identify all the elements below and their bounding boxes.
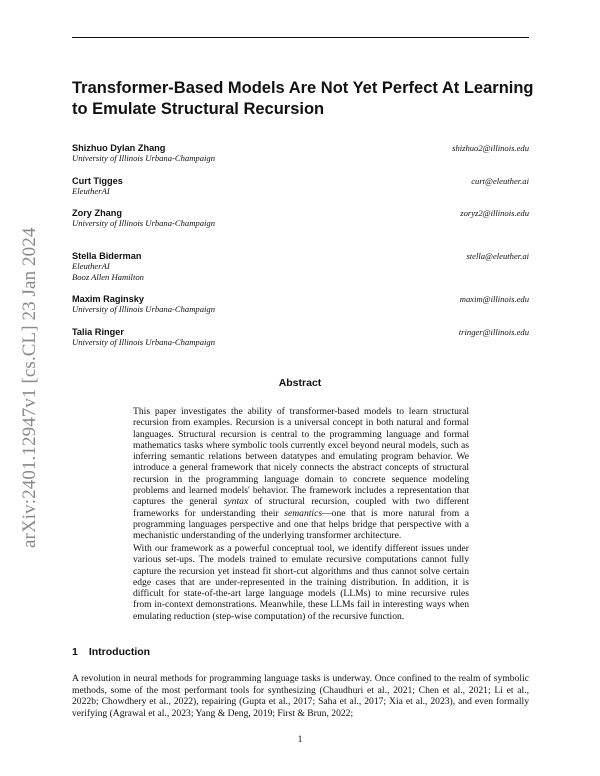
author-email[interactable]: zoryz2@illinois.edu [460,208,529,218]
author-block [72,327,529,348]
author-block [72,176,529,197]
body-paragraph: A revolution in neural methods for programming language tasks is underway. Once confined to the realm of symbolic methods, some of the most performant tools for synthesizing (Chaudhuri et al., 2021; Chen et al., 2021; Li et al., 2022b; Chowdhery et al., 2022), repairing (Gupta et al., 2017; Saha et al., 2017; Xia et al., 2023), and even formally verifying (Agrawal et al., 2023; Yang & Deng, 2019; First & Brun, 2022; [72,673,529,719]
section-heading [72,646,150,658]
top-rule [72,37,529,38]
author-block [72,251,529,283]
author-block [72,294,529,315]
abstract-paragraph: With our framework as a powerful conceptual tool, we identify different issues under various set-ups. The models trained to emulate recursive computations cannot fully capture the recursion yet instead fit short-cut algorithms and thus cannot solve certain edge cases that are under-represented in the training distribution. In addition, it is difficult for state-of-the-art large language models (LLMs) to mine recursive rules from in-context demonstrations. Meanwhile, these LLMs fail in interesting ways when emulating reduction (step-wise computation) of the recursive function. [133,543,469,622]
author-block [72,208,529,229]
author-email[interactable]: maxim@illinois.edu [459,294,529,304]
abstract-heading: Abstract [278,377,322,389]
author-affiliation: University of Illinois Urbana-Champaign [72,218,215,228]
author-block [72,143,529,164]
author-name: Curt Tigges [72,176,123,186]
author-email[interactable]: shizhuo2@illinois.edu [452,143,529,153]
emphasis-syntax: syntax [223,496,249,508]
author-affiliation: Booz Allen Hamilton [72,272,144,282]
author-affiliation: University of Illinois Urbana-Champaign [72,153,215,163]
author-name: Shizhuo Dylan Zhang [72,143,166,153]
author-affiliation: University of Illinois Urbana-Champaign [72,304,215,314]
emphasis-semantics: semantics [284,507,323,519]
section-title: Introduction [88,646,151,658]
author-affiliation: EleutherAI [72,186,110,196]
abstract-paragraph: This paper investigates the ability of transformer-based models to learn structural recursion from examples. Recursion is a universal concept in both natural and formal languages. Structural recursion is central to the programming language and formal mathematics tasks where symbolic tools currently excel beyond neural models, such as inferring semantic relations between datatypes and emulating program behavior. We introduce a general framework that nicely connects the abstract concepts of structural recursion in the programming language domain to concrete sequence modeling problems and learned models' behavior. The framework includes a representation that captures the general syntax of structural recursion, coupled with two different frameworks for understanding their semantics—one that is more natural from a programming languages perspective and one that helps bridge that perspective with a mechanistic understanding of the underlying transformer architecture. [133,406,469,542]
section-number: 1 [72,646,78,658]
arxiv-identifier: arXiv:2401.12947v1 [cs.CL] 23 Jan 2024 [19,227,40,548]
author-name: Stella Biderman [72,251,142,261]
author-affiliation: University of Illinois Urbana-Champaign [72,337,215,347]
author-email[interactable]: tringer@illinois.edu [458,327,529,337]
author-affiliation: EleutherAI [72,261,110,271]
page-number: 1 [297,734,303,745]
paper-title: Transformer-Based Models Are Not Yet Perfect At Learning to Emulate Structural Recursion [72,79,534,118]
author-name: Maxim Raginsky [72,294,144,304]
author-name: Talia Ringer [72,327,124,337]
author-email[interactable]: stella@eleuther.ai [466,251,529,261]
author-name: Zory Zhang [72,208,123,218]
author-email[interactable]: curt@eleuther.ai [471,176,529,186]
